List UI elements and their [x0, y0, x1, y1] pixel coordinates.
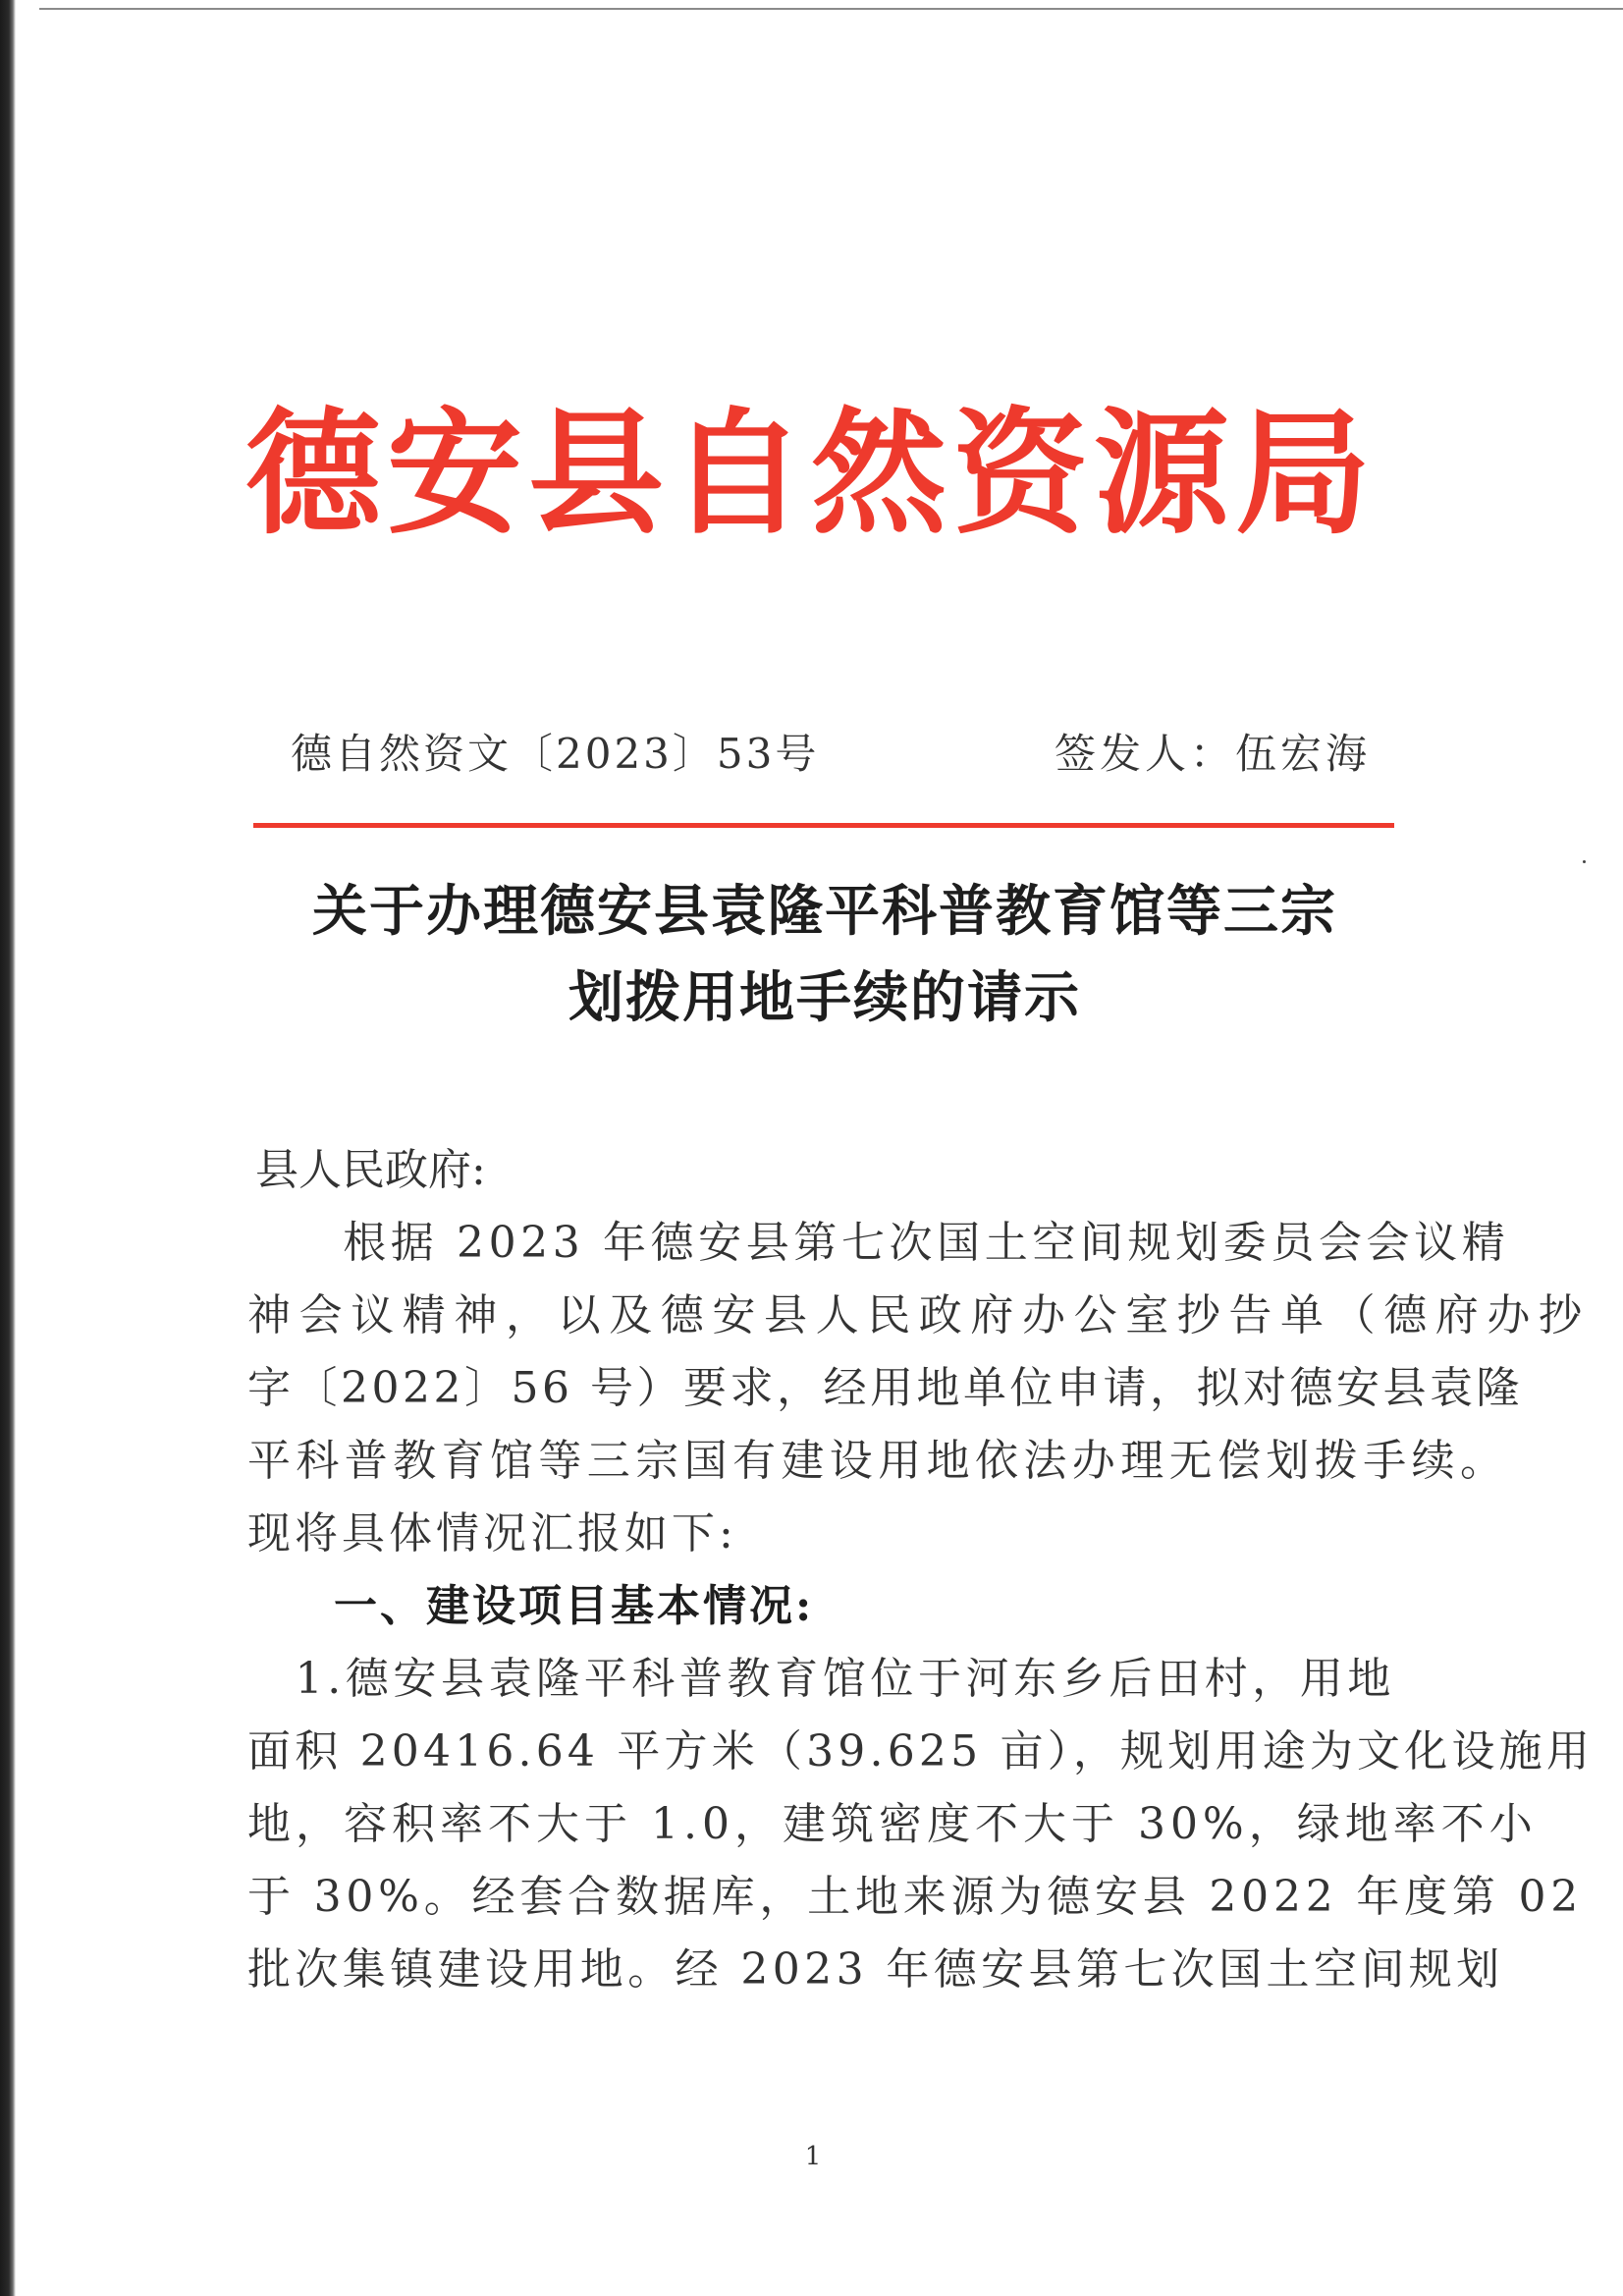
addressee: 县人民政府:: [255, 1145, 486, 1195]
scan-speck: [1583, 860, 1586, 863]
document-title: [196, 868, 1453, 1041]
body-line-2: 神会议精神，以及德安县人民政府办公室抄告单（德府办抄: [247, 1290, 1591, 1340]
signer: 签发人：伍宏海: [1055, 730, 1372, 778]
scan-top-line: [39, 8, 1623, 10]
body-line-8: 地，容积率不大于 1.0，建筑密度不大于 30%，绿地率不小: [247, 1799, 1538, 1849]
section-heading-1: 一、建设项目基本情况:: [334, 1581, 815, 1631]
scan-edge-shadow: [0, 0, 16, 2296]
body-line-9: 于 30%。经套合数据库，土地来源为德安县 2022 年度第 02: [247, 1872, 1584, 1922]
body-line-6: 1.德安县袁隆平科普教育馆位于河东乡后田村，用地: [247, 1654, 1395, 1704]
body-line-4: 平科普教育馆等三宗国有建设用地依法办理无偿划拨手续。: [247, 1436, 1509, 1486]
body-line-3: 字〔2022〕56 号）要求，经用地单位申请，拟对德安县袁隆: [247, 1363, 1523, 1413]
red-divider: [253, 823, 1394, 828]
body-line-5: 现将具体情况汇报如下:: [247, 1508, 737, 1558]
document-title-line-1: 关于办理德安县袁隆平科普教育馆等三宗: [312, 879, 1337, 944]
body-line-10: 批次集镇建设用地。经 2023 年德安县第七次国土空间规划: [247, 1944, 1504, 1995]
agency-header: 德安县自然资源局: [245, 393, 1378, 553]
body-line-7: 面积 20416.64 平方米（39.625 亩），规划用途为文化设施用: [247, 1726, 1595, 1777]
document-number: 德自然资文〔2023〕53号: [291, 730, 820, 778]
document-title-line-2: 划拨用地手续的请示: [568, 965, 1081, 1030]
body-line-1: 根据 2023 年德安县第七次国土空间规划委员会会议精: [247, 1218, 1510, 1268]
page-number: 1: [804, 2142, 822, 2171]
